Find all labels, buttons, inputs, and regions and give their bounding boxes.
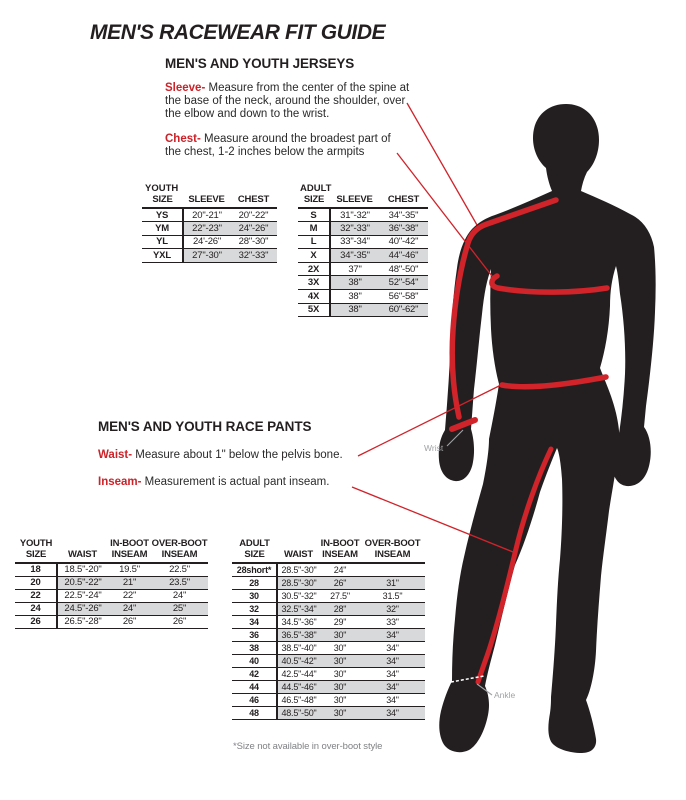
- column-header: IN-BOOT INSEAM: [108, 538, 151, 563]
- table-cell: 30.5"-32": [277, 589, 320, 602]
- table-cell: 30": [320, 628, 360, 641]
- table-cell: YL: [142, 235, 183, 249]
- table-cell: 31": [360, 576, 425, 589]
- table-row: [142, 235, 277, 249]
- table-cell: 30": [320, 693, 360, 706]
- table-cell: 26": [320, 576, 360, 589]
- table-cell: 34": [360, 654, 425, 667]
- table-cell: 44"-46": [379, 249, 428, 263]
- table-cell: 28"-30": [230, 235, 277, 249]
- table-cell: 32: [232, 602, 277, 615]
- table-cell: 48"-50": [379, 262, 428, 276]
- table-cell: 26.5"-28": [57, 615, 108, 628]
- table-row: [232, 654, 425, 667]
- youth-jersey-group-label: YOUTH: [145, 183, 179, 194]
- table-cell: 24'-26": [183, 235, 230, 249]
- column-header: SLEEVE: [330, 194, 379, 208]
- table-row: [232, 576, 425, 589]
- table-row: [232, 641, 425, 654]
- table-cell: 30": [320, 667, 360, 680]
- table-cell: 27"-30": [183, 249, 230, 263]
- size-footnote: *Size not available in over-boot style: [233, 741, 383, 752]
- table-row: [15, 615, 208, 628]
- table-cell: 27.5": [320, 589, 360, 602]
- table-cell: YXL: [142, 249, 183, 263]
- table-row: [232, 693, 425, 706]
- table-cell: M: [298, 222, 330, 236]
- table-cell: 30": [320, 680, 360, 693]
- table-cell: 26: [15, 615, 57, 628]
- table-header-row: [142, 194, 277, 208]
- table-row: [298, 249, 428, 263]
- table-row: [298, 208, 428, 222]
- table-cell: 18: [15, 563, 57, 576]
- table-cell: 44.5"-46": [277, 680, 320, 693]
- jerseys-heading: MEN'S AND YOUTH JERSEYS: [165, 56, 355, 71]
- table-cell: 22: [15, 589, 57, 602]
- table-cell: 38": [330, 303, 379, 317]
- table-row: [142, 249, 277, 263]
- table-cell: 18.5"-20": [57, 563, 108, 576]
- table-cell: 36.5"-38": [277, 628, 320, 641]
- youth-jersey-size-table: [142, 194, 277, 263]
- table-cell: 20"-21": [183, 208, 230, 222]
- table-header-row: [298, 194, 428, 208]
- table-row: [232, 615, 425, 628]
- table-row: [232, 680, 425, 693]
- table-cell: X: [298, 249, 330, 263]
- table-cell: 23.5": [151, 576, 208, 589]
- table-cell: 3X: [298, 276, 330, 290]
- table-cell: 32.5"-34": [277, 602, 320, 615]
- table-cell: 31"-32": [330, 208, 379, 222]
- table-cell: 36"-38": [379, 222, 428, 236]
- table-cell: 46.5"-48": [277, 693, 320, 706]
- column-header: OVER-BOOT INSEAM: [151, 538, 208, 563]
- column-header: WAIST: [277, 538, 320, 563]
- table-cell: 4X: [298, 290, 330, 304]
- table-cell: 42.5"-44": [277, 667, 320, 680]
- table-cell: 38": [330, 276, 379, 290]
- table-cell: 34": [360, 706, 425, 719]
- chest-label: Chest-: [165, 133, 201, 145]
- table-cell: 52"-54": [379, 276, 428, 290]
- adult-pants-size-table: [232, 538, 425, 720]
- table-cell: 34": [360, 641, 425, 654]
- table-cell: 32": [360, 602, 425, 615]
- table-cell: 22.5"-24": [57, 589, 108, 602]
- waist-text: Measure about 1" below the pelvis bone.: [135, 449, 343, 461]
- table-row: [232, 667, 425, 680]
- table-cell: 28": [320, 602, 360, 615]
- chest-instruction: [165, 133, 391, 159]
- table-cell: YS: [142, 208, 183, 222]
- table-cell: 44: [232, 680, 277, 693]
- table-cell: 38": [330, 290, 379, 304]
- table-row: [232, 589, 425, 602]
- table-cell: S: [298, 208, 330, 222]
- column-header: SIZE: [142, 194, 183, 208]
- table-row: [298, 303, 428, 317]
- table-cell: 21": [108, 576, 151, 589]
- table-row: [298, 290, 428, 304]
- table-row: [15, 576, 208, 589]
- table-cell: 28: [232, 576, 277, 589]
- table-cell: 60"-62": [379, 303, 428, 317]
- table-cell: 24: [15, 602, 57, 615]
- table-cell: L: [298, 235, 330, 249]
- waist-instruction: [98, 449, 343, 462]
- table-cell: 24": [108, 602, 151, 615]
- table-cell: 20: [15, 576, 57, 589]
- column-header: WAIST: [57, 538, 108, 563]
- table-cell: 22": [108, 589, 151, 602]
- table-cell: 40: [232, 654, 277, 667]
- table-cell: 5X: [298, 303, 330, 317]
- table-cell: 33": [360, 615, 425, 628]
- table-row: [232, 563, 425, 576]
- table-cell: 24.5"-26": [57, 602, 108, 615]
- table-cell: 19.5": [108, 563, 151, 576]
- adult-jersey-size-table: [298, 194, 428, 317]
- page-title: MEN'S RACEWEAR FIT GUIDE: [90, 21, 386, 44]
- table-cell: 26": [151, 615, 208, 628]
- adult-jersey-group-label: ADULT: [300, 183, 332, 194]
- table-row: [232, 706, 425, 719]
- inseam-label: Inseam-: [98, 476, 142, 488]
- inseam-instruction: [98, 476, 329, 489]
- table-cell: 28.5"-30": [277, 563, 320, 576]
- table-cell: 24"-26": [230, 222, 277, 236]
- table-cell: 38.5"-40": [277, 641, 320, 654]
- pants-heading: MEN'S AND YOUTH RACE PANTS: [98, 419, 312, 434]
- column-header: CHEST: [379, 194, 428, 208]
- table-cell: 20"-22": [230, 208, 277, 222]
- table-cell: 34": [360, 667, 425, 680]
- wrist-label: Wrist: [424, 443, 444, 453]
- table-cell: 32"-33": [330, 222, 379, 236]
- waist-label: Waist-: [98, 449, 133, 461]
- table-row: [142, 222, 277, 236]
- table-row: [232, 628, 425, 641]
- column-header: YOUTH SIZE: [15, 538, 57, 563]
- table-cell: YM: [142, 222, 183, 236]
- table-cell: 30": [320, 654, 360, 667]
- youth-pants-size-table: [15, 538, 208, 629]
- table-cell: 25": [151, 602, 208, 615]
- table-cell: 28short*: [232, 563, 277, 576]
- table-cell: 46: [232, 693, 277, 706]
- ankle-label: Ankle: [494, 690, 516, 700]
- sleeve-label: Sleeve-: [165, 82, 206, 94]
- column-header: ADULT SIZE: [232, 538, 277, 563]
- table-cell: 34"-35": [379, 208, 428, 222]
- table-cell: 40.5"-42": [277, 654, 320, 667]
- table-cell: 2X: [298, 262, 330, 276]
- table-cell: 38: [232, 641, 277, 654]
- table-cell: 34"-35": [330, 249, 379, 263]
- sleeve-text: Measure from the center of the spine at the base of the neck, around the shoulder, over the elbow and down to the wrist.: [165, 82, 410, 120]
- chest-text: Measure around the broadest part of the chest, 1-2 inches below the armpits: [165, 133, 391, 158]
- inseam-text: Measurement is actual pant inseam.: [144, 476, 330, 488]
- table-row: [232, 602, 425, 615]
- table-cell: 34": [360, 680, 425, 693]
- column-header: SLEEVE: [183, 194, 230, 208]
- table-cell: 24": [151, 589, 208, 602]
- table-row: [142, 208, 277, 222]
- table-cell: 22.5": [151, 563, 208, 576]
- table-cell: 34": [360, 628, 425, 641]
- table-row: [15, 563, 208, 576]
- table-cell: 29": [320, 615, 360, 628]
- table-row: [298, 262, 428, 276]
- table-cell: 24": [320, 563, 360, 576]
- table-cell: 42: [232, 667, 277, 680]
- table-cell: 33"-34": [330, 235, 379, 249]
- table-cell: 30: [232, 589, 277, 602]
- table-cell: 20.5"-22": [57, 576, 108, 589]
- table-cell: 30": [320, 641, 360, 654]
- table-cell: 40"-42": [379, 235, 428, 249]
- sleeve-instruction: [165, 82, 419, 121]
- column-header: IN-BOOT INSEAM: [320, 538, 360, 563]
- column-header: SIZE: [298, 194, 330, 208]
- table-cell: 48: [232, 706, 277, 719]
- table-cell: 30": [320, 706, 360, 719]
- table-cell: 56"-58": [379, 290, 428, 304]
- table-cell: 34.5"-36": [277, 615, 320, 628]
- table-header-row: [15, 538, 208, 563]
- table-row: [15, 589, 208, 602]
- table-cell: 28.5"-30": [277, 576, 320, 589]
- table-cell: 36: [232, 628, 277, 641]
- table-row: [298, 235, 428, 249]
- table-cell: 48.5"-50": [277, 706, 320, 719]
- table-cell: 31.5": [360, 589, 425, 602]
- table-cell: 32"-33": [230, 249, 277, 263]
- table-cell: 37": [330, 262, 379, 276]
- table-row: [15, 602, 208, 615]
- table-row: [298, 222, 428, 236]
- table-cell: 34": [360, 693, 425, 706]
- table-cell: 34: [232, 615, 277, 628]
- column-header: OVER-BOOT INSEAM: [360, 538, 425, 563]
- table-cell: 26": [108, 615, 151, 628]
- table-header-row: [232, 538, 425, 563]
- table-cell: [360, 563, 425, 576]
- table-cell: 22"-23": [183, 222, 230, 236]
- table-row: [298, 276, 428, 290]
- column-header: CHEST: [230, 194, 277, 208]
